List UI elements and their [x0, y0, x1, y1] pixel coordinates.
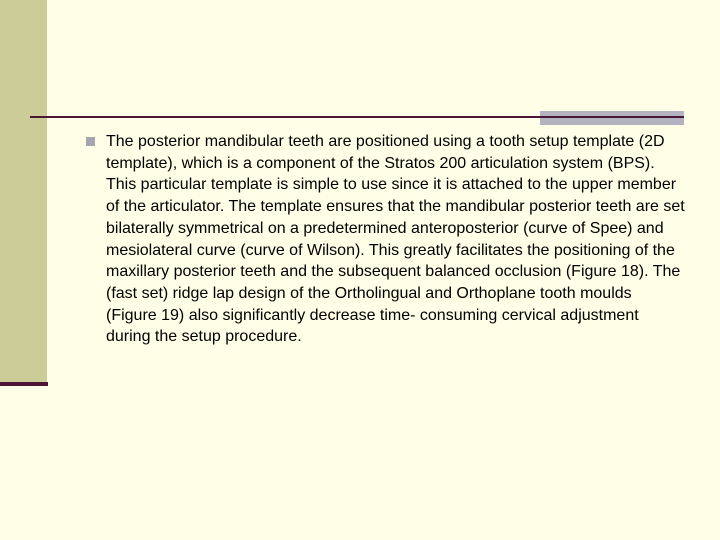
bullet-item [86, 131, 686, 348]
left-decorative-band [0, 0, 47, 385]
bullet-text: The posterior mandibular teeth are positioned using a tooth setup template (2D template), which is a component of the Stratos 200 articulation system (BPS). This particular template is simple to use since it is attached to the upper member of the articulator. The template ensures that the mandibular posterior teeth are set bilaterally symmetrical on a predetermined anteroposterior (curve of Spee) and mesiolateral curve (curve of Wilson). This greatly facilitates the positioning of the maxillary posterior teeth and the subsequent balanced occlusion (Figure 18). The (fast set) ridge lap design of the Ortholingual and Orthoplane tooth moulds (Figure 19) also significantly decrease time- consuming cervical adjustment during the setup procedure. [106, 133, 685, 346]
slide-body [86, 131, 686, 348]
square-bullet-icon [86, 137, 95, 146]
header-accent-block [540, 111, 684, 125]
header-accent-rule [540, 116, 684, 118]
left-band-rule [0, 382, 48, 386]
